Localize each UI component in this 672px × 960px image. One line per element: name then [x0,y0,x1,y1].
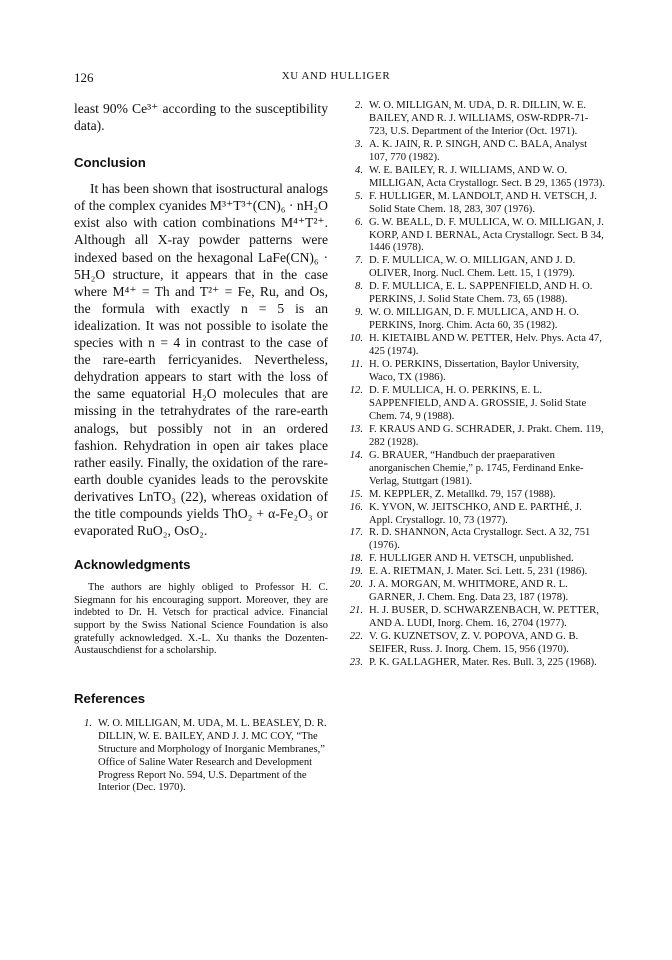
reference-item [345,139,605,165]
reference-number: 18. [349,553,363,565]
reference-text: R. D. SHANNON, Acta Crystallogr. Sect. A 32, 751 (1976). [369,527,591,552]
reference-item [345,165,605,191]
reference-item [345,191,605,217]
reference-text: W. O. MILLIGAN, M. UDA, M. L. BEASLEY, D. R. DILLIN, W. E. BAILEY, AND J. J. MC COY, “The Structure and Morphology of Inorganic Membranes,” Office of Saline Water Research and Development Progress Report No. 594, U.S. Department of the Interior (Dec. 1970). [98,717,327,794]
reference-number: 3. [355,138,363,150]
reference-text: E. A. RIETMAN, J. Mater. Sci. Lett. 5, 231 (1986). [369,566,588,578]
reference-item [345,424,605,450]
reference-text: P. K. GALLAGHER, Mater. Res. Bull. 3, 225 (1968). [369,656,597,668]
reference-item [345,385,605,424]
reference-item [345,527,605,553]
reference-number: 11. [350,359,363,371]
reference-text: W. O. MILLIGAN, M. UDA, D. R. DILLIN, W. E. BAILEY, AND R. J. WILLIAMS, OSW-RDPR-71-723, U.S. Department of the Interior (Oct. 1971). [369,100,589,137]
reference-number: 16. [349,501,363,513]
reference-text: K. YVON, W. JEITSCHKO, AND E. PARTHÉ, J. Appl. Crystallogr. 10, 73 (1977). [369,501,582,526]
reference-number: 8. [355,281,363,293]
reference-item [345,333,605,359]
reference-text: G. BRAUER, “Handbuch der praeparativen anorganischen Chemie,” p. 1745, Ferdinand Enke-Verlag, Stuttgart (1981). [369,449,584,487]
intro-paragraph: least 90% Ce³⁺ according to the susceptibility data). [74,101,328,134]
reference-item [74,718,328,796]
reference-item [345,450,605,489]
reference-text: A. K. JAIN, R. P. SINGH, AND C. BALA, Analyst 107, 770 (1982). [369,138,588,163]
reference-number: 20. [349,579,363,591]
reference-item [345,502,605,528]
reference-text: W. E. BAILEY, R. J. WILLIAMS, AND W. O. MILLIGAN, Acta Crystallogr. Sect. B 29, 1365 (1973). [369,164,605,189]
reference-number: 1. [84,717,92,729]
reference-text: M. KEPPLER, Z. Metallkd. 79, 157 (1988). [369,488,556,500]
page-header [0,70,672,90]
reference-number: 15. [349,488,363,500]
conclusion-heading: Conclusion [74,155,146,171]
reference-text: W. O. MILLIGAN, D. F. MULLICA, AND H. O. PERKINS, Inorg. Chim. Acta 60, 35 (1982). [369,307,580,332]
reference-text: D. F. MULLICA, H. O. PERKINS, E. L. SAPPENFIELD, AND A. GROSSIE, J. Solid State Chem. 74, 9 (1988). [369,384,587,422]
reference-text: H. KIETAIBL AND W. PETTER, Helv. Phys. Acta 47, 425 (1974). [369,333,602,358]
right-column [345,100,605,670]
reference-item [345,100,605,139]
acknowledgments-paragraph: The authors are highly obliged to Professor H. C. Siegmann for his encouraging support. Moreover, they are indebted to Dr. H. Vetsch for practical advice. Financial support by the Swiss National Science Foundation is also gratefully acknowledged. X.-L. Xu thanks the Dozenten-Austauschdienst for a scholarship. [74,582,328,657]
reference-item [345,579,605,605]
reference-number: 7. [355,255,363,267]
reference-number: 19. [349,566,363,578]
reference-number: 6. [355,216,363,228]
reference-text: H. J. BUSER, D. SCHWARZENBACH, W. PETTER, AND A. LUDI, Inorg. Chem. 16, 2704 (1977). [369,605,599,630]
reference-text: H. O. PERKINS, Dissertation, Baylor University, Waco, TX (1986). [369,359,579,384]
conclusion-paragraph: It has been shown that isostructural analogs of the complex cyanides M³⁺T³⁺(CN)₆ · nH₂O exist also with cation combinations M⁴⁺T²⁺. Although all X-ray powder patterns were indexed based on the hexagonal LaFe(CN)₆ · 5H₂O structure, it appears that in the case where M⁴⁺ = Th and T²⁺ = Fe, Ru, and Os, the formula with exactly n = 5 is an idealization. It was not possible to isolate the species with n = 4 in contrast to the case of the rare-earth ferricyanides. Nevertheless, dehydration appears to start with the loss of the same equatorial H₂O molecules that are missing in the tetrahydrates of the rare-earth analogs, but possibly not in an ordered fashion. Rehydration in open air takes place rather easily. Finally, the oxidation of the rare-earth double cyanides leads to the perovskite derivatives LnTO₃ (22), whereas oxidation of the title compounds yields ThO₂ + α-Fe₂O₃ or evaporated RuO₂, OsO₂. [74,181,328,539]
reference-item [345,605,605,631]
reference-item [345,255,605,281]
reference-item [345,281,605,307]
reference-item [345,489,605,502]
reference-item [345,566,605,579]
reference-text: D. F. MULLICA, E. L. SAPPENFIELD, AND H. O. PERKINS, J. Solid State Chem. 73, 65 (1988). [369,281,593,306]
reference-item [345,631,605,657]
references-left-list [74,718,328,796]
reference-number: 9. [355,307,363,319]
reference-item [345,553,605,566]
reference-number: 13. [349,423,363,435]
reference-text: F. KRAUS AND G. SCHRADER, J. Prakt. Chem. 119, 282 (1928). [369,423,604,448]
reference-text: F. HULLIGER AND H. VETSCH, unpublished. [369,553,574,565]
reference-number: 14. [349,449,363,461]
reference-number: 23. [349,656,363,668]
reference-item [345,217,605,256]
acknowledgments-heading: Acknowledgments [74,557,191,573]
reference-number: 21. [349,605,363,617]
reference-text: F. HULLIGER, M. LANDOLT, AND H. VETSCH, J. Solid State Chem. 18, 283, 307 (1976). [369,190,597,215]
reference-item [345,657,605,670]
running-title: XU AND HULLIGER [281,70,391,82]
left-column [74,100,328,795]
reference-item [345,307,605,333]
references-heading: References [74,690,146,706]
reference-text: D. F. MULLICA, W. O. MILLIGAN, AND J. D. OLIVER, Inorg. Nucl. Chem. Lett. 15, 1 (1979). [369,255,576,280]
reference-text: G. W. BEALL, D. F. MULLICA, W. O. MILLIGAN, J. KORP, AND I. BERNAL, Acta Crystallogr. Sect. B 34, 1446 (1978). [369,216,604,254]
reference-number: 17. [349,527,363,539]
reference-text: V. G. KUZNETSOV, Z. V. POPOVA, AND G. B. SEIFER, Russ. J. Inorg. Chem. 15, 956 (1970). [369,631,579,656]
reference-number: 12. [349,384,363,396]
reference-number: 2. [355,100,363,111]
reference-number: 4. [355,164,363,176]
reference-number: 5. [355,190,363,202]
reference-number: 22. [349,631,363,643]
references-right-list [345,100,605,670]
reference-number: 10. [349,333,363,345]
reference-item [345,359,605,385]
page-number: 126 [74,70,94,85]
reference-text: J. A. MORGAN, M. WHITMORE, AND R. L. GARNER, J. Chem. Eng. Data 23, 187 (1978). [369,579,569,604]
